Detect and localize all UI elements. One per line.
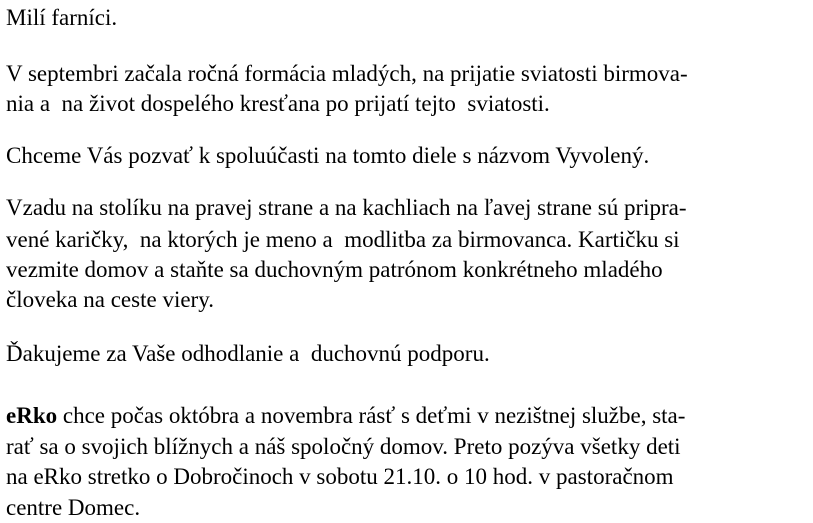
paragraph-line: na eRko stretko o Dobročinoch v sobotu 21.10. o 10 hod. v pastoračnom — [6, 464, 674, 489]
org-name: eRko — [6, 403, 58, 428]
paragraph-line: centre Domec. — [6, 495, 141, 520]
paragraph-line: vené karičky, na ktorých je meno a modlitba za birmovanca. Kartičku si — [6, 227, 680, 252]
paragraph-line: Ďakujeme za Vaše odhodlanie a duchovnú podporu. — [6, 341, 490, 366]
paragraph-line: človeka na ceste viery. — [6, 287, 214, 312]
paragraph-line: Chceme Vás pozvať k spoluúčasti na tomto diele s názvom Vyvolený. — [6, 143, 650, 168]
paragraph-line: rať sa o svojich blížnych a náš spoločný domov. Preto pozýva všetky deti — [6, 434, 681, 459]
paragraph-line: Vzadu na stolíku na pravej strane a na kachliach na ľavej strane sú pripra- — [6, 195, 687, 220]
greeting: Milí farníci. — [6, 5, 118, 30]
paragraph-line: nia a na život dospelého kresťana po prijatí tejto sviatosti. — [6, 91, 550, 116]
paragraph-line: vezmite domov a staňte sa duchovným patrónom konkrétneho mladého — [6, 257, 663, 282]
paragraph-line — [6, 402, 685, 429]
paragraph-text: chce počas októbra a novembra rásť s deťmi v nezištnej službe, sta- — [57, 403, 686, 428]
paragraph-line: V septembri začala ročná formácia mladých, na prijatie sviatosti birmova- — [6, 61, 688, 86]
